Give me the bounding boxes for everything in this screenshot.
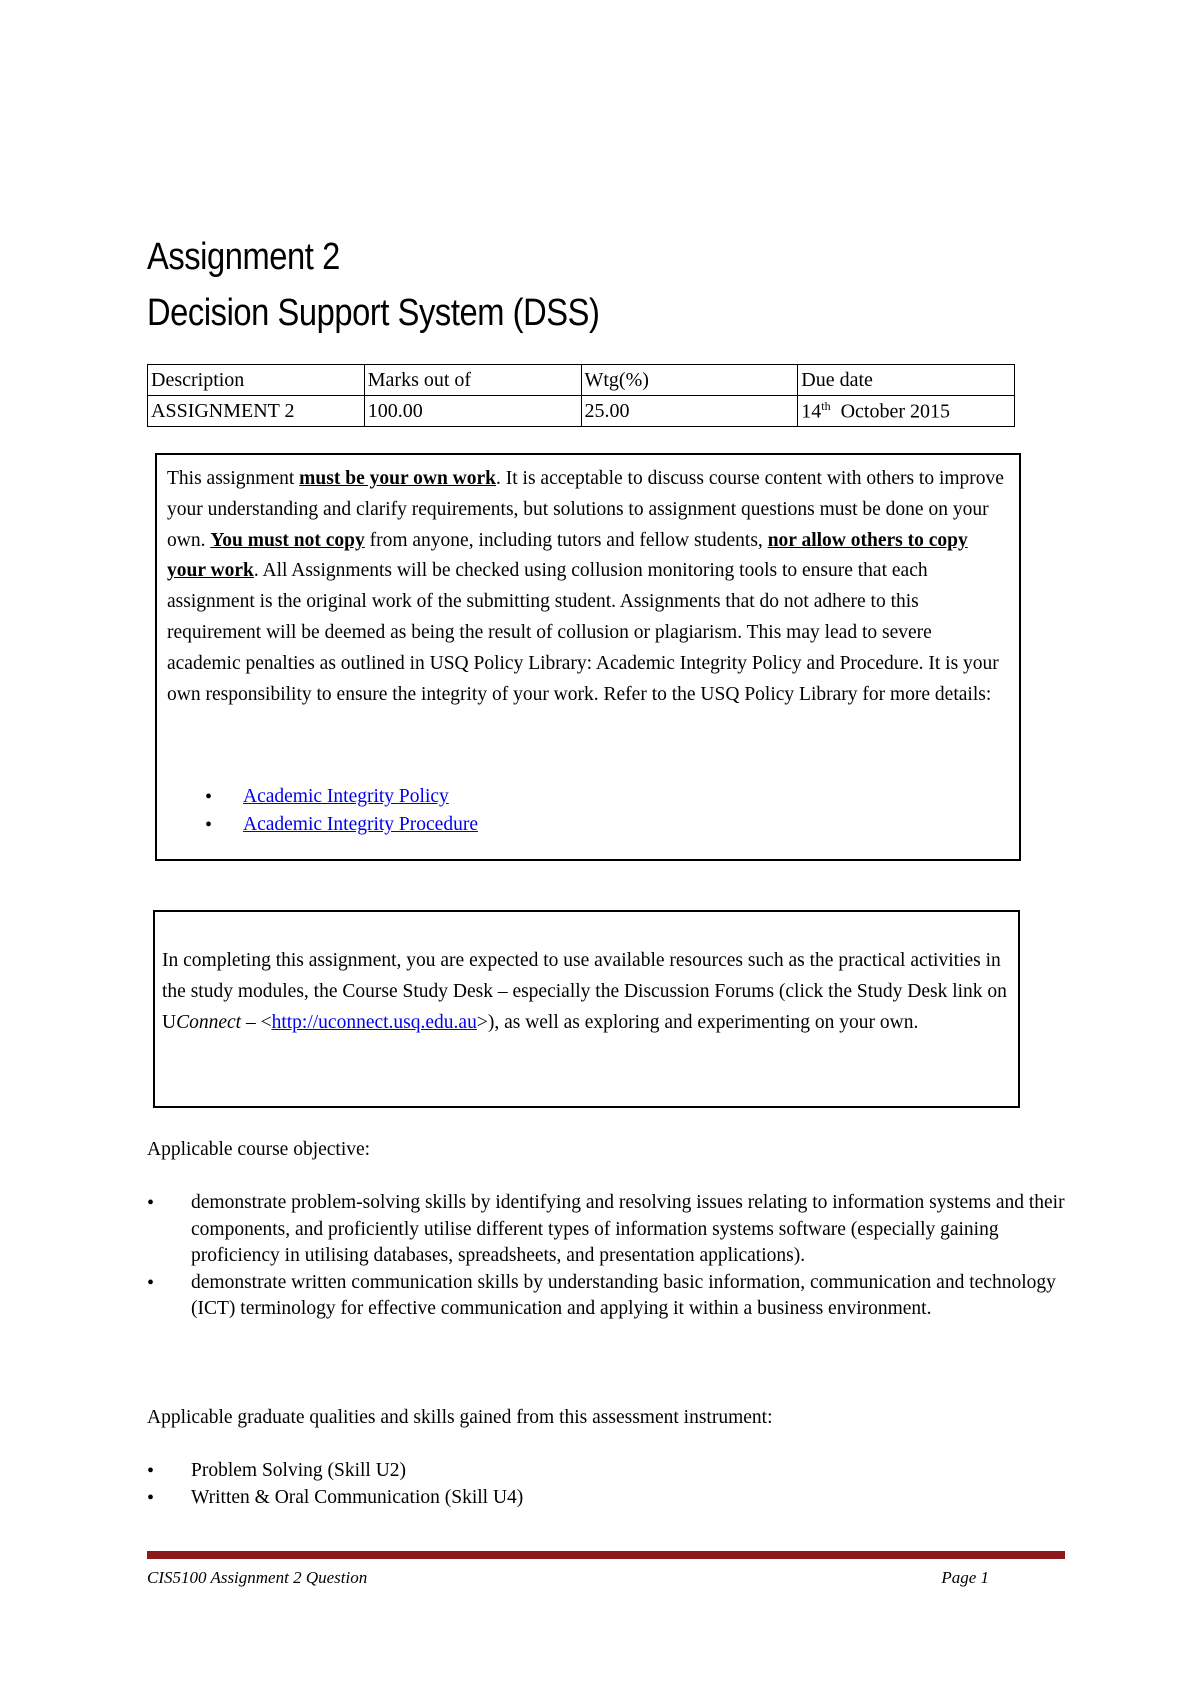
- footer-rule: [147, 1551, 1065, 1559]
- assignment-info-table: [147, 364, 1015, 427]
- quality-text: Problem Solving (Skill U2): [191, 1460, 407, 1481]
- cell-description: ASSIGNMENT 2: [148, 396, 365, 427]
- objective-text: demonstrate written communication skills by understanding basic information, communication and technology (ICT) terminology for effective communication and applying it within a business environment.: [191, 1271, 1056, 1320]
- bullet-icon: •: [205, 786, 213, 808]
- resources-text-3: >), as well as exploring and experimenting on your own.: [476, 1011, 919, 1033]
- integrity-emphasis-2: You must not copy: [210, 529, 365, 551]
- list-item: [147, 1190, 1067, 1270]
- qualities-heading: Applicable graduate qualities and skills gained from this assessment instrument:: [147, 1407, 773, 1428]
- uconnect-link[interactable]: http://uconnect.usq.edu.au: [271, 1011, 477, 1033]
- objectives-list: [147, 1190, 1067, 1323]
- resources-text-2: – <: [241, 1011, 272, 1033]
- list-item: [147, 1458, 1067, 1485]
- list-item: [147, 1485, 1067, 1512]
- resources-text-1: In completing this assignment, you are expected to use available resources such as the practical activities in the study modules, the Course Study Desk – especially the Discussion Forums (click the Study Desk link on U: [162, 950, 1007, 1033]
- quality-text: Written & Oral Communication (Skill U4): [191, 1486, 524, 1508]
- table-row: [148, 396, 1015, 427]
- footer-course-label: CIS5100 Assignment 2 Question: [147, 1568, 368, 1587]
- header-description: Description: [148, 365, 365, 396]
- resources-paragraph: [162, 946, 1014, 1038]
- bullet-icon: •: [205, 814, 213, 836]
- integrity-links-list: [205, 783, 478, 839]
- resources-box: [153, 910, 1020, 1108]
- integrity-emphasis-1: must be your own work: [299, 468, 496, 489]
- header-due-date: Due date: [798, 365, 1015, 396]
- assignment-title: Assignment 2: [147, 236, 340, 278]
- list-item: [205, 811, 478, 839]
- due-day-suffix: th: [821, 399, 831, 414]
- table-header-row: [148, 365, 1015, 396]
- qualities-list: [147, 1458, 1067, 1511]
- cell-marks: 100.00: [364, 396, 581, 427]
- list-item: [205, 783, 478, 811]
- integrity-text-1: This assignment: [167, 468, 300, 489]
- integrity-text-2: . It is acceptable to discuss course content with others to improve your understanding and clarify requirements, but solutions to assignment questions must be done on your own.: [167, 468, 1004, 551]
- bullet-icon: •: [147, 1486, 155, 1509]
- integrity-text-3: from anyone, including tutors and fellow students,: [364, 529, 768, 551]
- resources-italic: Connect: [176, 1011, 242, 1033]
- bullet-icon: •: [147, 1460, 155, 1482]
- footer-page-number: Page 1: [941, 1568, 989, 1587]
- academic-integrity-procedure-link[interactable]: Academic Integrity Procedure: [243, 814, 478, 835]
- academic-integrity-box: [155, 453, 1021, 861]
- list-item: [147, 1270, 1067, 1323]
- header-marks: Marks out of: [364, 365, 581, 396]
- cell-weight: 25.00: [581, 396, 798, 427]
- integrity-text-4: . All Assignments will be checked using collusion monitoring tools to ensure that each assignment is the original work of the submitting student. Assignments that do not adhere to this requirement will be deemed as being the result of collusion or plagiarism. This may lead to severe academic penalties as outlined in USQ Policy Library: Academic Integrity Policy and Procedure. It is your own responsibility to ensure the integrity of your work. Refer to the USQ Policy Library for more details:: [167, 560, 999, 705]
- integrity-paragraph: [167, 464, 1007, 710]
- objectives-heading: Applicable course objective:: [147, 1139, 371, 1160]
- integrity-emphasis-3: nor allow others to copy your work: [167, 529, 968, 582]
- bullet-icon: •: [147, 1271, 155, 1294]
- cell-due-date: [798, 396, 1015, 427]
- due-month-year: October 2015: [840, 400, 951, 423]
- objective-text: demonstrate problem-solving skills by identifying and resolving issues relating to information systems and their components, and proficiently utilise different types of information systems software (especially gaining proficiency in utilising databases, spreadsheets, and presentation applications).: [191, 1192, 1065, 1267]
- header-weight: Wtg(%): [581, 365, 798, 396]
- bullet-icon: •: [147, 1192, 155, 1214]
- assignment-subtitle: Decision Support System (DSS): [147, 292, 600, 334]
- academic-integrity-policy-link[interactable]: Academic Integrity Policy: [243, 786, 449, 807]
- due-day: 14: [801, 400, 822, 423]
